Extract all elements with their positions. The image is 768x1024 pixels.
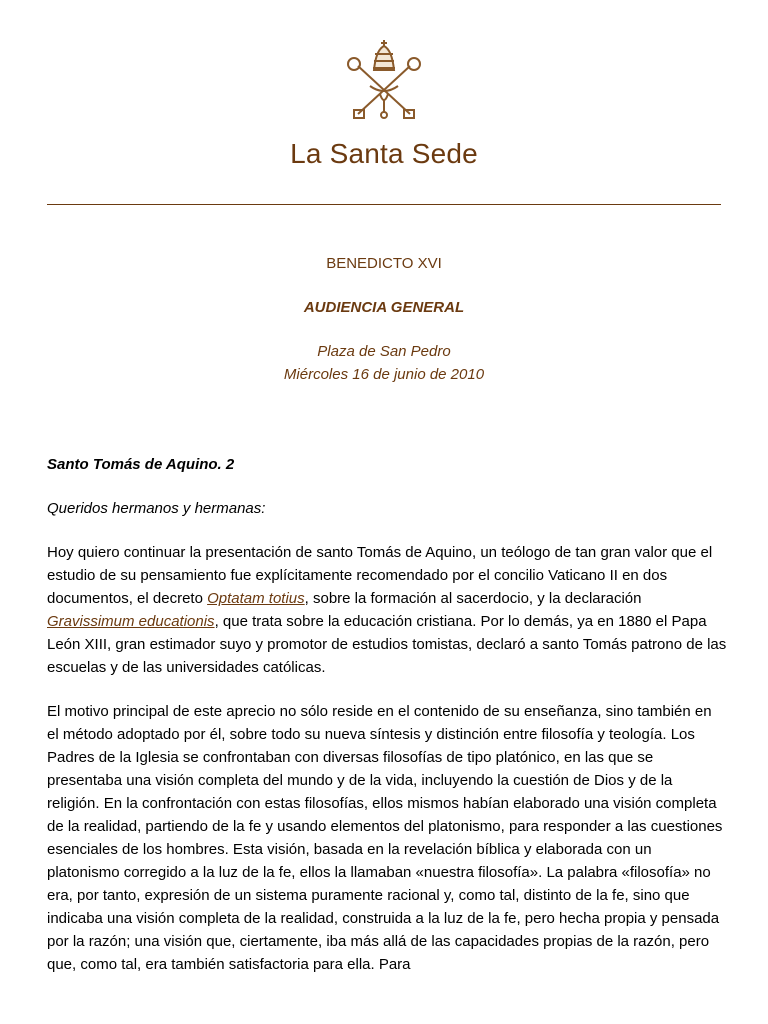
papal-coat-of-arms-icon bbox=[340, 40, 428, 124]
paragraph-1-text-1: Hoy quiero continuar la presentación de santo Tomás de Aquino, un teólogo de tan gran valor que el estudio de su pensamiento fue explícitamente recomendado por el concilio Vaticano II en dos documentos, el decreto bbox=[47, 544, 713, 607]
event-place: Plaza de San Pedro bbox=[317, 343, 451, 360]
paragraph-1-text-3: , que trata sobre la educación cristiana. Por lo demás, ya en 1880 el Papa León XIII, gran estimador suyo y promotor de estudios tomistas, declaró a santo Tomás patrono de las escuelas y de las universidades católicas. bbox=[47, 613, 727, 676]
article-title: Santo Tomás de Aquino. 2 bbox=[47, 456, 235, 473]
event-title: AUDIENCIA GENERAL bbox=[303, 299, 465, 316]
event-date: Miércoles 16 de junio de 2010 bbox=[283, 366, 485, 383]
site-title: La Santa Sede bbox=[290, 138, 478, 169]
article-body bbox=[47, 453, 727, 997]
optatam-totius-link[interactable]: Optatam totius bbox=[207, 590, 305, 607]
author-name: BENEDICTO XVI bbox=[326, 255, 442, 272]
paragraph-1 bbox=[47, 541, 727, 679]
paragraph-2: El motivo principal de este aprecio no sólo reside en el contenido de su enseñanza, sino también en el método adoptado por él, sobre todo su nueva síntesis y distinción entre filosofía y teología. Los Padres de la Iglesia se confrontaban con diversas filosofías de tipo platónico, en las que se presentaba una visión completa del mundo y de la vida, incluyendo la cuestión de Dios y de la religión. En la confrontación con estas filosofías, ellos mismos habían elaborado una visión completa de la realidad, partiendo de la fe y usando elementos del platonismo, para responder a las cuestiones esenciales de los hombres. Esta visión, basada en la revelación bíblica y elaborada con un platonismo corregido a la luz de la fe, ellos la llamaban «nuestra filosofía». La palabra «filosofía» no era, por tanto, expresión de un sistema puramente racional y, como tal, distinto de la fe, sino que indicaba una visión completa de la realidad, construida a la luz de la fe, pero hecha propia y pensada por la razón; una visión que, ciertamente, iba más allá de las capacidades propias de la razón, pero que, como tal, era también satisfactoria para ella. Para bbox=[47, 703, 723, 973]
paragraph-1-text-2: , sobre la formación al sacerdocio, y la declaración bbox=[304, 590, 642, 607]
greeting: Queridos hermanos y hermanas: bbox=[47, 500, 266, 517]
gravissimum-educationis-link[interactable]: Gravissimum educationis bbox=[47, 613, 215, 630]
header-divider bbox=[47, 204, 721, 205]
